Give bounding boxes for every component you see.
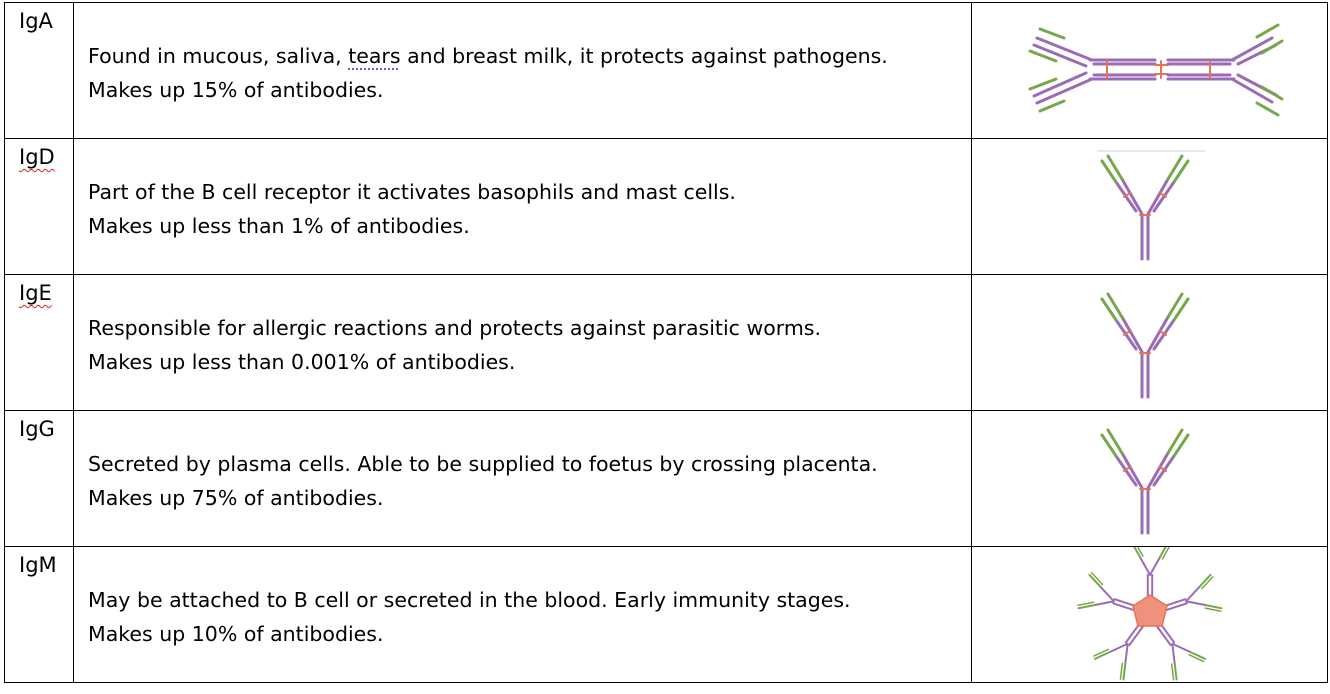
pentamer-arm-segment (1150, 558, 1160, 575)
name-cell (5, 411, 74, 547)
pentamer-arm-segment (1095, 652, 1110, 659)
y-shaped-antibody-icon (972, 275, 1327, 410)
name-cell (5, 547, 74, 683)
pentamer-arm-segment (1172, 644, 1174, 664)
table-row (5, 3, 1328, 139)
description-cell (74, 3, 972, 139)
name-cell (5, 3, 74, 139)
pentamer-arm-segment (1171, 664, 1173, 680)
pentamer-arm-segment (1100, 587, 1114, 602)
y-shaped-antibody-icon (972, 411, 1327, 546)
description-cell (74, 411, 972, 547)
description-line: Secreted by plasma cells. Able to be supplied to foetus by crossing placenta. (88, 452, 878, 476)
illustration-cell (971, 139, 1327, 275)
description-line: Part of the B cell receptor it activates basophils and mast cells. (88, 180, 736, 204)
percentage-line: Makes up 15% of antibodies. (88, 78, 384, 102)
pentamer-arm-segment (1078, 605, 1094, 608)
antibody-name: IgD (19, 145, 55, 169)
pentamer-arm-segment (1094, 601, 1114, 605)
pentamer-arm-segment (1190, 652, 1205, 659)
antibody-table (4, 2, 1328, 683)
pentamer-core (1133, 595, 1167, 626)
y-shaped-antibody-icon (972, 139, 1327, 274)
igm-pentamer-antibody-icon (972, 547, 1327, 682)
antibody-name: IgM (19, 553, 57, 577)
pentamer-arm-segment (1174, 664, 1176, 680)
description-cell (74, 139, 972, 275)
pentamer-arm-segment (1123, 664, 1125, 680)
pentamer-arm-segment (1125, 644, 1127, 664)
table-row (5, 275, 1328, 411)
description-line: May be attached to B cell or secreted in the blood. Early immunity stages. (88, 588, 851, 612)
description-cell (74, 275, 972, 411)
name-cell (5, 139, 74, 275)
pentamer-arm-segment (1186, 587, 1200, 602)
pentamer-arm-segment (1109, 644, 1127, 652)
percentage-line: Makes up 10% of antibodies. (88, 622, 384, 646)
antibody-name: IgA (19, 9, 53, 33)
pentamer-arm-segment (1140, 558, 1150, 575)
illustration-cell (971, 3, 1327, 139)
grammar-flagged-word: tears (348, 44, 401, 68)
pentamer-arm-segment (1120, 663, 1122, 679)
iga-dimer-antibody-icon (972, 3, 1327, 138)
illustration-cell (971, 547, 1327, 683)
table-row (5, 139, 1328, 275)
antibody-name: IgG (19, 417, 55, 441)
antibody-name: IgE (19, 281, 52, 305)
description-cell (74, 547, 972, 683)
percentage-line: Makes up less than 1% of antibodies. (88, 214, 470, 238)
name-cell (5, 275, 74, 411)
illustration-cell (971, 275, 1327, 411)
table-row (5, 411, 1328, 547)
percentage-line: Makes up 75% of antibodies. (88, 486, 384, 510)
pentamer-arm-segment (1172, 644, 1190, 652)
pentamer-arm-segment (1205, 605, 1221, 608)
description-line: Found in mucous, saliva, tears and breast milk, it protects against pathogens. (88, 44, 888, 68)
illustration-cell (971, 411, 1327, 547)
table-row (5, 547, 1328, 683)
pentamer-arm-segment (1186, 601, 1206, 605)
percentage-line: Makes up less than 0.001% of antibodies. (88, 350, 516, 374)
description-line: Responsible for allergic reactions and protects against parasitic worms. (88, 316, 821, 340)
